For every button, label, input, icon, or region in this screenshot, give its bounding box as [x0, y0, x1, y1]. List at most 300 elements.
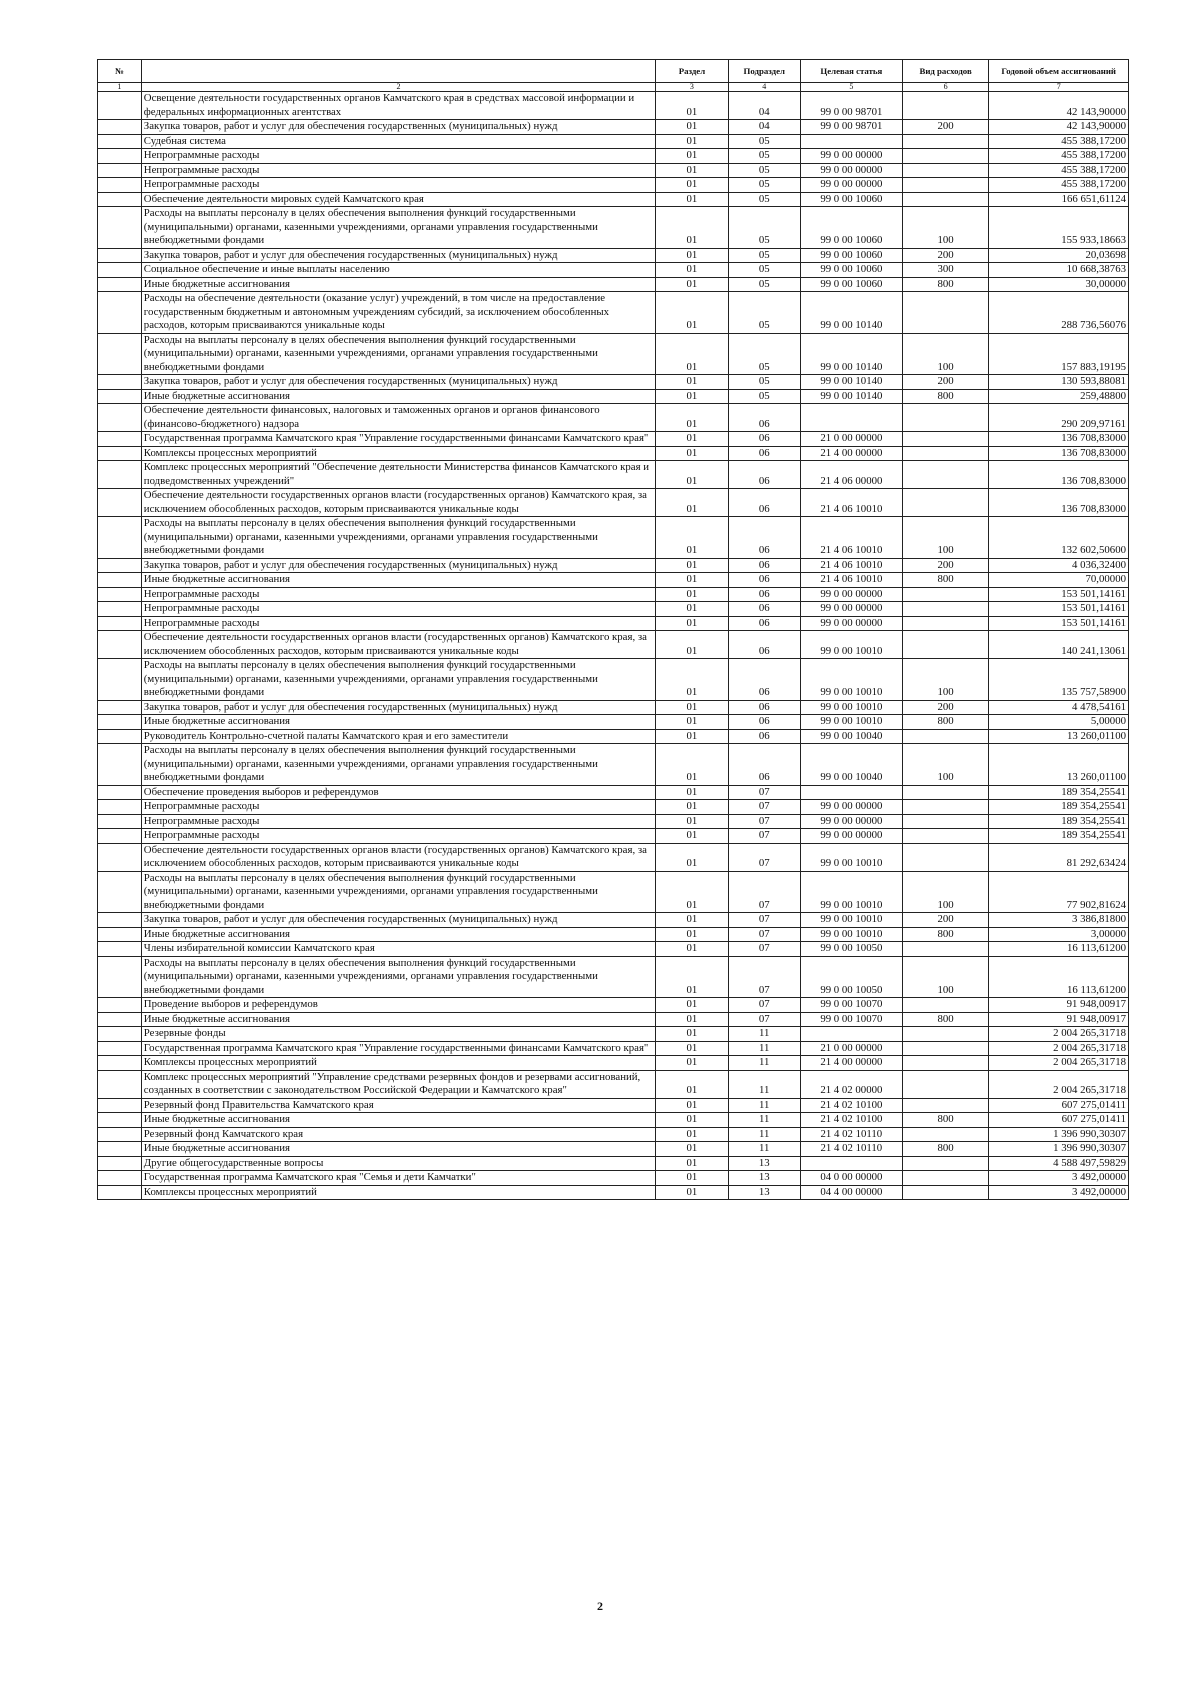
- row-section-cell: 01: [656, 292, 728, 334]
- row-number-cell: [98, 333, 142, 375]
- row-name-cell: Расходы на выплаты персоналу в целях обеспечения выполнения функций государственными (муниципальными) органами, казенными учреждениями, органами управления государственными внебюджетными фондами: [141, 333, 655, 375]
- table-row: [98, 192, 1129, 207]
- row-subsection-cell: 06: [728, 432, 800, 447]
- row-name-cell: Социальное обеспечение и иные выплаты населению: [141, 263, 655, 278]
- row-target-item-cell: 04 0 00 00000: [800, 1171, 902, 1186]
- row-expense-type-cell: 100: [902, 871, 989, 913]
- row-section-cell: 01: [656, 333, 728, 375]
- row-expense-type-cell: [902, 134, 989, 149]
- row-amount-cell: 290 209,97161: [989, 404, 1129, 432]
- row-target-item-cell: 99 0 00 10060: [800, 277, 902, 292]
- row-section-cell: 01: [656, 1171, 728, 1186]
- row-name-cell: Непрограммные расходы: [141, 814, 655, 829]
- row-section-cell: 01: [656, 375, 728, 390]
- row-expense-type-cell: [902, 92, 989, 120]
- row-name-cell: Обеспечение деятельности финансовых, налоговых и таможенных органов и органов финансового (финансово-бюджетного) надзора: [141, 404, 655, 432]
- header-row: [98, 60, 1129, 83]
- column-number: 6: [902, 83, 989, 92]
- row-name-cell: Расходы на выплаты персоналу в целях обеспечения выполнения функций государственными (муниципальными) органами, казенными учреждениями, органами управления государственными внебюджетными фондами: [141, 207, 655, 249]
- table-row: [98, 729, 1129, 744]
- table-row: [98, 1027, 1129, 1042]
- row-amount-cell: 607 275,01411: [989, 1113, 1129, 1128]
- row-name-cell: Непрограммные расходы: [141, 800, 655, 815]
- row-number-cell: [98, 1113, 142, 1128]
- row-amount-cell: 70,00000: [989, 573, 1129, 588]
- row-number-cell: [98, 700, 142, 715]
- row-subsection-cell: 06: [728, 744, 800, 786]
- row-number-cell: [98, 942, 142, 957]
- row-subsection-cell: 11: [728, 1113, 800, 1128]
- row-amount-cell: 77 902,81624: [989, 871, 1129, 913]
- row-section-cell: 01: [656, 729, 728, 744]
- row-subsection-cell: 04: [728, 120, 800, 135]
- row-amount-cell: 10 668,38763: [989, 263, 1129, 278]
- row-section-cell: 01: [656, 700, 728, 715]
- row-target-item-cell: 99 0 00 10140: [800, 389, 902, 404]
- column-number: 1: [98, 83, 142, 92]
- row-expense-type-cell: [902, 163, 989, 178]
- row-section-cell: 01: [656, 814, 728, 829]
- table-row: [98, 602, 1129, 617]
- row-amount-cell: 140 241,13061: [989, 631, 1129, 659]
- row-subsection-cell: 06: [728, 602, 800, 617]
- row-subsection-cell: 07: [728, 913, 800, 928]
- row-subsection-cell: 05: [728, 134, 800, 149]
- row-amount-cell: 13 260,01100: [989, 744, 1129, 786]
- row-expense-type-cell: [902, 178, 989, 193]
- row-subsection-cell: 06: [728, 461, 800, 489]
- row-subsection-cell: 07: [728, 927, 800, 942]
- row-target-item-cell: 99 0 00 10070: [800, 1012, 902, 1027]
- table-row: [98, 1185, 1129, 1200]
- row-expense-type-cell: [902, 461, 989, 489]
- table-header: [98, 60, 1129, 92]
- row-subsection-cell: 06: [728, 404, 800, 432]
- table-body: [98, 92, 1129, 1200]
- table-row: [98, 149, 1129, 164]
- row-target-item-cell: 21 4 02 00000: [800, 1070, 902, 1098]
- row-number-cell: [98, 871, 142, 913]
- row-amount-cell: 16 113,61200: [989, 956, 1129, 998]
- row-section-cell: 01: [656, 92, 728, 120]
- row-target-item-cell: 99 0 00 00000: [800, 814, 902, 829]
- row-subsection-cell: 11: [728, 1142, 800, 1157]
- row-target-item-cell: 99 0 00 10040: [800, 744, 902, 786]
- row-target-item-cell: 99 0 00 98701: [800, 120, 902, 135]
- table-row: [98, 829, 1129, 844]
- row-target-item-cell: 99 0 00 10140: [800, 292, 902, 334]
- row-number-cell: [98, 1156, 142, 1171]
- table-row: [98, 248, 1129, 263]
- row-section-cell: 01: [656, 1113, 728, 1128]
- row-target-item-cell: 99 0 00 10060: [800, 263, 902, 278]
- row-target-item-cell: 21 4 06 10010: [800, 517, 902, 559]
- row-expense-type-cell: 100: [902, 333, 989, 375]
- row-number-cell: [98, 1127, 142, 1142]
- table-row: [98, 461, 1129, 489]
- row-section-cell: 01: [656, 659, 728, 701]
- column-number: 3: [656, 83, 728, 92]
- row-expense-type-cell: [902, 1041, 989, 1056]
- row-expense-type-cell: 800: [902, 389, 989, 404]
- table-row: [98, 1070, 1129, 1098]
- row-number-cell: [98, 1171, 142, 1186]
- column-number: 7: [989, 83, 1129, 92]
- row-expense-type-cell: [902, 292, 989, 334]
- row-name-cell: Резервные фонды: [141, 1027, 655, 1042]
- row-name-cell: Комплекс процессных мероприятий "Управление средствами резервных фондов и резервами ассигнований, созданных в соответствии с законодательством Российской Федерации и Камчатского края": [141, 1070, 655, 1098]
- column-number: 4: [728, 83, 800, 92]
- row-number-cell: [98, 446, 142, 461]
- table-row: [98, 558, 1129, 573]
- row-amount-cell: 153 501,14161: [989, 616, 1129, 631]
- row-expense-type-cell: [902, 1127, 989, 1142]
- row-subsection-cell: 05: [728, 333, 800, 375]
- row-name-cell: Члены избирательной комиссии Камчатского края: [141, 942, 655, 957]
- table-row: [98, 207, 1129, 249]
- row-number-cell: [98, 1027, 142, 1042]
- table-row: [98, 587, 1129, 602]
- row-amount-cell: 20,03698: [989, 248, 1129, 263]
- row-subsection-cell: 06: [728, 489, 800, 517]
- row-amount-cell: 155 933,18663: [989, 207, 1129, 249]
- row-number-cell: [98, 92, 142, 120]
- row-subsection-cell: 07: [728, 785, 800, 800]
- row-subsection-cell: 06: [728, 573, 800, 588]
- row-expense-type-cell: [902, 1027, 989, 1042]
- table-row: [98, 263, 1129, 278]
- row-target-item-cell: 99 0 00 00000: [800, 829, 902, 844]
- row-target-item-cell: 99 0 00 98701: [800, 92, 902, 120]
- row-expense-type-cell: [902, 800, 989, 815]
- header-number: №: [98, 60, 142, 83]
- row-name-cell: Закупка товаров, работ и услуг для обеспечения государственных (муниципальных) нужд: [141, 700, 655, 715]
- row-target-item-cell: [800, 1027, 902, 1042]
- row-target-item-cell: 99 0 00 10010: [800, 631, 902, 659]
- row-expense-type-cell: 200: [902, 700, 989, 715]
- row-name-cell: Закупка товаров, работ и услуг для обеспечения государственных (муниципальных) нужд: [141, 120, 655, 135]
- row-number-cell: [98, 587, 142, 602]
- table-row: [98, 616, 1129, 631]
- row-expense-type-cell: 800: [902, 927, 989, 942]
- row-expense-type-cell: [902, 616, 989, 631]
- row-number-cell: [98, 432, 142, 447]
- row-section-cell: 01: [656, 800, 728, 815]
- row-section-cell: 01: [656, 461, 728, 489]
- row-subsection-cell: 11: [728, 1056, 800, 1071]
- row-expense-type-cell: [902, 489, 989, 517]
- row-amount-cell: 3,00000: [989, 927, 1129, 942]
- table-row: [98, 120, 1129, 135]
- row-number-cell: [98, 843, 142, 871]
- row-number-cell: [98, 163, 142, 178]
- row-subsection-cell: 11: [728, 1041, 800, 1056]
- row-section-cell: 01: [656, 871, 728, 913]
- row-section-cell: 01: [656, 956, 728, 998]
- row-target-item-cell: 99 0 00 10050: [800, 942, 902, 957]
- table-row: [98, 1041, 1129, 1056]
- row-section-cell: 01: [656, 263, 728, 278]
- header-target-item: Целевая статья: [800, 60, 902, 83]
- row-expense-type-cell: [902, 785, 989, 800]
- row-expense-type-cell: [902, 729, 989, 744]
- row-number-cell: [98, 998, 142, 1013]
- row-target-item-cell: 21 0 00 00000: [800, 1041, 902, 1056]
- row-number-cell: [98, 1142, 142, 1157]
- row-target-item-cell: 99 0 00 00000: [800, 602, 902, 617]
- row-number-cell: [98, 134, 142, 149]
- row-name-cell: Комплексы процессных мероприятий: [141, 1185, 655, 1200]
- row-name-cell: Закупка товаров, работ и услуг для обеспечения государственных (муниципальных) нужд: [141, 375, 655, 390]
- row-section-cell: 01: [656, 517, 728, 559]
- row-name-cell: Непрограммные расходы: [141, 178, 655, 193]
- row-target-item-cell: [800, 404, 902, 432]
- row-section-cell: 01: [656, 927, 728, 942]
- row-subsection-cell: 06: [728, 631, 800, 659]
- row-section-cell: 01: [656, 178, 728, 193]
- row-number-cell: [98, 277, 142, 292]
- table-row: [98, 659, 1129, 701]
- row-amount-cell: 259,48800: [989, 389, 1129, 404]
- row-name-cell: Комплекс процессных мероприятий "Обеспечение деятельности Министерства финансов Камчатского края и подведомственных учреждений": [141, 461, 655, 489]
- row-amount-cell: 4 036,32400: [989, 558, 1129, 573]
- row-target-item-cell: 99 0 00 10010: [800, 927, 902, 942]
- row-amount-cell: 30,00000: [989, 277, 1129, 292]
- table-row: [98, 1156, 1129, 1171]
- row-amount-cell: 1 396 990,30307: [989, 1142, 1129, 1157]
- row-amount-cell: 166 651,61124: [989, 192, 1129, 207]
- row-amount-cell: 455 388,17200: [989, 149, 1129, 164]
- row-number-cell: [98, 375, 142, 390]
- row-expense-type-cell: 200: [902, 375, 989, 390]
- row-name-cell: Закупка товаров, работ и услуг для обеспечения государственных (муниципальных) нужд: [141, 248, 655, 263]
- row-section-cell: 01: [656, 446, 728, 461]
- row-target-item-cell: 99 0 00 10010: [800, 843, 902, 871]
- row-section-cell: 01: [656, 404, 728, 432]
- row-number-cell: [98, 715, 142, 730]
- row-target-item-cell: 99 0 00 10010: [800, 871, 902, 913]
- row-number-cell: [98, 192, 142, 207]
- row-expense-type-cell: [902, 1070, 989, 1098]
- row-section-cell: 01: [656, 587, 728, 602]
- table-row: [98, 163, 1129, 178]
- row-amount-cell: 91 948,00917: [989, 1012, 1129, 1027]
- row-name-cell: Непрограммные расходы: [141, 829, 655, 844]
- row-subsection-cell: 13: [728, 1185, 800, 1200]
- row-section-cell: 01: [656, 1041, 728, 1056]
- row-subsection-cell: 05: [728, 163, 800, 178]
- row-amount-cell: 136 708,83000: [989, 461, 1129, 489]
- table-row: [98, 1056, 1129, 1071]
- row-expense-type-cell: 200: [902, 558, 989, 573]
- row-subsection-cell: 07: [728, 956, 800, 998]
- row-number-cell: [98, 389, 142, 404]
- row-amount-cell: 136 708,83000: [989, 432, 1129, 447]
- table-row: [98, 871, 1129, 913]
- row-expense-type-cell: 100: [902, 207, 989, 249]
- row-number-cell: [98, 489, 142, 517]
- row-number-cell: [98, 1185, 142, 1200]
- row-subsection-cell: 05: [728, 375, 800, 390]
- row-subsection-cell: 11: [728, 1127, 800, 1142]
- row-name-cell: Комплексы процессных мероприятий: [141, 446, 655, 461]
- row-number-cell: [98, 1041, 142, 1056]
- row-section-cell: 01: [656, 744, 728, 786]
- row-section-cell: 01: [656, 785, 728, 800]
- row-name-cell: Государственная программа Камчатского края "Управление государственными финансами Камчатского края": [141, 432, 655, 447]
- row-amount-cell: 4 478,54161: [989, 700, 1129, 715]
- row-name-cell: Непрограммные расходы: [141, 587, 655, 602]
- row-target-item-cell: [800, 785, 902, 800]
- row-amount-cell: 2 004 265,31718: [989, 1070, 1129, 1098]
- row-amount-cell: 132 602,50600: [989, 517, 1129, 559]
- row-expense-type-cell: [902, 587, 989, 602]
- table-row: [98, 1098, 1129, 1113]
- row-number-cell: [98, 248, 142, 263]
- table-row: [98, 956, 1129, 998]
- row-amount-cell: 189 354,25541: [989, 829, 1129, 844]
- header-section: Раздел: [656, 60, 728, 83]
- row-name-cell: Непрограммные расходы: [141, 602, 655, 617]
- row-expense-type-cell: [902, 1056, 989, 1071]
- row-number-cell: [98, 631, 142, 659]
- row-name-cell: Расходы на выплаты персоналу в целях обеспечения выполнения функций государственными (муниципальными) органами, казенными учреждениями, органами управления государственными внебюджетными фондами: [141, 659, 655, 701]
- row-name-cell: Государственная программа Камчатского края "Управление государственными финансами Камчатского края": [141, 1041, 655, 1056]
- row-subsection-cell: 07: [728, 1012, 800, 1027]
- table-row: [98, 998, 1129, 1013]
- row-expense-type-cell: [902, 1171, 989, 1186]
- row-name-cell: Иные бюджетные ассигнования: [141, 1012, 655, 1027]
- row-number-cell: [98, 292, 142, 334]
- row-number-cell: [98, 573, 142, 588]
- table-row: [98, 1127, 1129, 1142]
- row-subsection-cell: 06: [728, 729, 800, 744]
- row-expense-type-cell: [902, 149, 989, 164]
- row-section-cell: 01: [656, 558, 728, 573]
- row-amount-cell: 16 113,61200: [989, 942, 1129, 957]
- row-subsection-cell: 06: [728, 517, 800, 559]
- row-amount-cell: 189 354,25541: [989, 785, 1129, 800]
- row-expense-type-cell: 800: [902, 1113, 989, 1128]
- row-section-cell: 01: [656, 1098, 728, 1113]
- header-subsection: Подраздел: [728, 60, 800, 83]
- row-name-cell: Руководитель Контрольно-счетной палаты Камчатского края и его заместители: [141, 729, 655, 744]
- row-number-cell: [98, 1070, 142, 1098]
- row-expense-type-cell: 100: [902, 744, 989, 786]
- row-number-cell: [98, 263, 142, 278]
- row-section-cell: 01: [656, 715, 728, 730]
- row-target-item-cell: [800, 134, 902, 149]
- row-amount-cell: 4 588 497,59829: [989, 1156, 1129, 1171]
- row-expense-type-cell: [902, 631, 989, 659]
- table-row: [98, 1171, 1129, 1186]
- row-name-cell: Государственная программа Камчатского края "Семья и дети Камчатки": [141, 1171, 655, 1186]
- row-section-cell: 01: [656, 1142, 728, 1157]
- row-section-cell: 01: [656, 843, 728, 871]
- row-target-item-cell: 21 4 06 00000: [800, 461, 902, 489]
- row-expense-type-cell: [902, 432, 989, 447]
- header-annual-amount: Годовой объем ассигнований: [989, 60, 1129, 83]
- row-amount-cell: 3 492,00000: [989, 1185, 1129, 1200]
- row-name-cell: Обеспечение деятельности мировых судей Камчатского края: [141, 192, 655, 207]
- table-row: [98, 573, 1129, 588]
- row-name-cell: Комплексы процессных мероприятий: [141, 1056, 655, 1071]
- row-name-cell: Расходы на выплаты персоналу в целях обеспечения выполнения функций государственными (муниципальными) органами, казенными учреждениями, органами управления государственными внебюджетными фондами: [141, 871, 655, 913]
- row-number-cell: [98, 461, 142, 489]
- row-expense-type-cell: 800: [902, 277, 989, 292]
- row-section-cell: 01: [656, 602, 728, 617]
- table-row: [98, 333, 1129, 375]
- header-name: [141, 60, 655, 83]
- row-section-cell: 01: [656, 120, 728, 135]
- row-expense-type-cell: [902, 1156, 989, 1171]
- row-target-item-cell: 21 4 02 10110: [800, 1127, 902, 1142]
- row-expense-type-cell: [902, 1185, 989, 1200]
- row-number-cell: [98, 1012, 142, 1027]
- table-row: [98, 715, 1129, 730]
- row-name-cell: Судебная система: [141, 134, 655, 149]
- row-expense-type-cell: [902, 843, 989, 871]
- row-subsection-cell: 07: [728, 829, 800, 844]
- row-subsection-cell: 07: [728, 942, 800, 957]
- row-subsection-cell: 06: [728, 715, 800, 730]
- header-expense-type: Вид расходов: [902, 60, 989, 83]
- row-number-cell: [98, 616, 142, 631]
- row-target-item-cell: 21 4 02 10100: [800, 1113, 902, 1128]
- table-row: [98, 785, 1129, 800]
- row-subsection-cell: 07: [728, 814, 800, 829]
- row-number-cell: [98, 829, 142, 844]
- row-subsection-cell: 05: [728, 207, 800, 249]
- table-row: [98, 942, 1129, 957]
- row-name-cell: Обеспечение деятельности государственных органов власти (государственных органов) Камчатского края, за исключением обособленных расходов, которым присваиваются уникальные коды: [141, 843, 655, 871]
- row-section-cell: 01: [656, 1056, 728, 1071]
- row-section-cell: 01: [656, 207, 728, 249]
- row-amount-cell: 2 004 265,31718: [989, 1056, 1129, 1071]
- row-target-item-cell: 99 0 00 10010: [800, 715, 902, 730]
- row-target-item-cell: 99 0 00 10140: [800, 333, 902, 375]
- row-section-cell: 01: [656, 489, 728, 517]
- row-expense-type-cell: 200: [902, 248, 989, 263]
- row-subsection-cell: 07: [728, 843, 800, 871]
- row-amount-cell: 5,00000: [989, 715, 1129, 730]
- row-section-cell: 01: [656, 1070, 728, 1098]
- row-amount-cell: 189 354,25541: [989, 800, 1129, 815]
- table-row: [98, 446, 1129, 461]
- row-target-item-cell: 21 4 06 10010: [800, 489, 902, 517]
- row-amount-cell: 42 143,90000: [989, 92, 1129, 120]
- row-expense-type-cell: 300: [902, 263, 989, 278]
- row-target-item-cell: 21 4 00 00000: [800, 446, 902, 461]
- row-subsection-cell: 06: [728, 446, 800, 461]
- row-section-cell: 01: [656, 616, 728, 631]
- row-target-item-cell: 99 0 00 10010: [800, 659, 902, 701]
- row-number-cell: [98, 913, 142, 928]
- row-amount-cell: 288 736,56076: [989, 292, 1129, 334]
- row-amount-cell: 3 386,81800: [989, 913, 1129, 928]
- row-name-cell: Резервный фонд Камчатского края: [141, 1127, 655, 1142]
- table-row: [98, 292, 1129, 334]
- row-subsection-cell: 11: [728, 1070, 800, 1098]
- table-row: [98, 913, 1129, 928]
- row-number-cell: [98, 785, 142, 800]
- row-expense-type-cell: [902, 446, 989, 461]
- row-section-cell: 01: [656, 192, 728, 207]
- row-target-item-cell: 99 0 00 00000: [800, 163, 902, 178]
- row-name-cell: Иные бюджетные ассигнования: [141, 573, 655, 588]
- row-name-cell: Освещение деятельности государственных органов Камчатского края в средствах массовой информации и федеральных информационных агентствах: [141, 92, 655, 120]
- row-section-cell: 01: [656, 573, 728, 588]
